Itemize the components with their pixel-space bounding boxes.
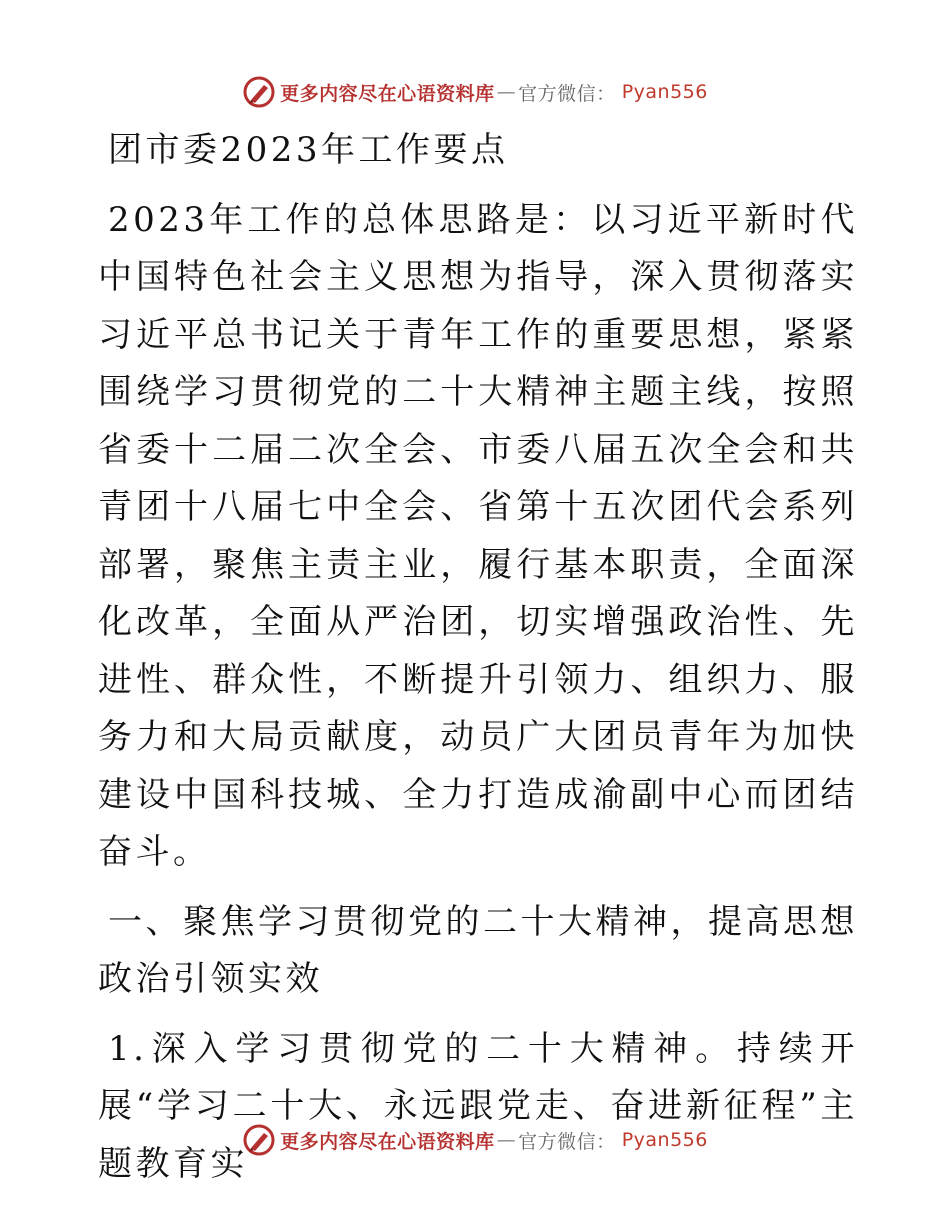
banner-brand-text: 更多内容尽在心语资料库 — [280, 1130, 495, 1153]
banner-official-label: 官方微信： — [518, 82, 616, 105]
document-body — [98, 122, 858, 1193]
section-heading-1: 一、聚焦学习贯彻党的二十大精神，提高思想政治引领实效 — [98, 901, 858, 999]
banner-brand-text: 更多内容尽在心语资料库 — [280, 82, 495, 105]
banner-dash: — — [496, 81, 517, 103]
banner-wechat-id: Pyan556 — [621, 81, 708, 103]
footer-watermark-banner — [0, 1120, 950, 1160]
document-title: 团市委2023年工作要点 — [108, 130, 509, 170]
pen-circle-logo-icon — [242, 75, 276, 109]
header-watermark-banner — [0, 72, 950, 112]
paragraph-overall-approach: 2023年工作的总体思路是：以习近平新时代中国特色社会主义思想为指导，深入贯彻落实习近平总书记关于青年工作的重要思想，紧紧围绕学习贯彻党的二十大精神主题主线，按照省委十二届二次全会、市委八届五次全会和共青团十八届七中全会、省第十五次团代会系列部署，聚焦主责主业，履行基本职责，全面深化改革，全面从严治团，切实增强政治性、先进性、群众性，不断提升引领力、组织力、服务力和大局贡献度，动员广大团员青年为加快建设中国科技城、全力打造成渝副中心而团结奋斗。 — [98, 199, 858, 872]
pen-circle-logo-icon — [242, 1123, 276, 1157]
banner-dash: — — [496, 1129, 517, 1151]
banner-wechat-id: Pyan556 — [621, 1129, 708, 1151]
paragraph-item-1: 1.深入学习贯彻党的二十大精神。持续开展“学习二十大、永远跟党走、奋进新征程”主题教育实 — [98, 1028, 858, 1184]
banner-official-label: 官方微信： — [518, 1130, 616, 1153]
